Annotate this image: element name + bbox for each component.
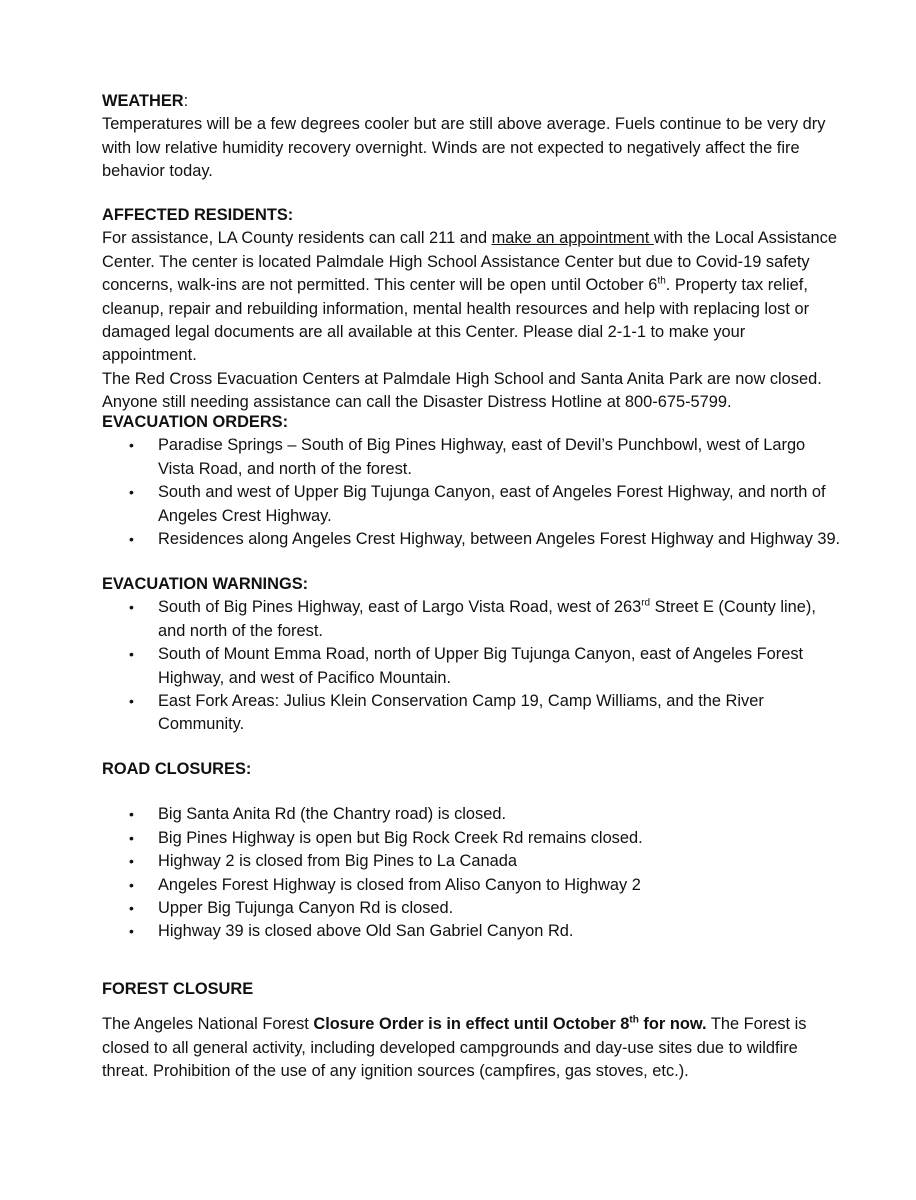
bullet-icon: • [129,437,134,454]
affected-residents-section [102,204,842,415]
ordinal-suffix: th [657,275,666,287]
evacuation-orders-section [102,411,842,551]
list-item [102,874,842,897]
list-item [102,528,842,551]
bullet-icon: • [129,876,134,893]
list-item-text-a: South of Big Pines Highway, east of Largo Vista Road, west of 263 [158,598,642,617]
list-item-text: Angeles Forest Highway is closed from Aliso Canyon to Highway 2 [158,875,641,894]
list-item [102,596,842,643]
affected-residents-text-b: with the Local Assistance Center. The center is located Palmdale High School Assistance Center but due to Covid-19 safety concerns, walk-ins are not permitted. This center will be open until October 6 [102,229,837,295]
bullet-icon: • [129,599,134,616]
bullet-icon: • [129,923,134,940]
list-item-text: South of Mount Emma Road, north of Upper Big Tujunga Canyon, east of Angeles Forest Highway, and west of Pacifico Mountain. [158,645,804,687]
bullet-icon: • [129,806,134,823]
list-item [102,690,842,737]
forest-closure-paragraph [102,1013,842,1083]
bullet-icon: • [129,693,134,710]
bullet-icon: • [129,484,134,501]
list-item-text: Residences along Angeles Crest Highway, between Angeles Forest Highway and Highway 39. [158,530,841,549]
forest-closure-text-a: The Angeles National Forest [102,1015,314,1034]
make-appointment-link[interactable]: make an appointment [491,229,654,248]
list-item-text: Paradise Springs – South of Big Pines Highway, east of Devil’s Punchbowl, west of Largo Vista Road, and north of the forest. [158,436,806,478]
list-item [102,850,842,873]
list-item [102,897,842,920]
list-item-text: Highway 39 is closed above Old San Gabriel Canyon Rd. [158,922,574,941]
list-item [102,643,842,690]
list-item-text: Upper Big Tujunga Canyon Rd is closed. [158,899,454,918]
evacuation-orders-heading: EVACUATION ORDERS: [102,413,289,431]
weather-section [102,90,842,184]
road-closures-section [102,758,842,944]
list-item [102,434,842,481]
affected-residents-paragraph [102,227,842,367]
list-item [102,827,842,850]
evacuation-orders-list [102,434,842,551]
evacuation-warnings-list [102,596,842,736]
affected-residents-heading: AFFECTED RESIDENTS: [102,206,294,224]
forest-closure-text-b: The Forest is closed to all general activity, including developed campgrounds and day-use sites due to wildfire threat. Prohibition of the use of any ignition sources (campfires, gas stoves, etc.). [102,1015,807,1081]
list-item-text: East Fork Areas: Julius Klein Conservation Camp 19, Camp Williams, and the River Community. [158,692,764,734]
list-item-text: Big Santa Anita Rd (the Chantry road) is closed. [158,805,507,824]
weather-heading-text: WEATHER [102,92,184,110]
red-cross-paragraph: The Red Cross Evacuation Centers at Palmdale High School and Santa Anita Park are now closed. Anyone still needing assistance can call the Disaster Distress Hotline at 800-675-5799. [102,369,822,412]
bullet-icon: • [129,900,134,917]
list-item [102,481,842,528]
road-closures-list [102,803,842,943]
list-item-text: South and west of Upper Big Tujunga Canyon, east of Angeles Forest Highway, and north of Angeles Crest Highway. [158,483,826,525]
weather-heading-colon: : [183,92,189,110]
evacuation-warnings-section [102,573,842,737]
weather-heading [102,90,842,113]
list-item-text: Highway 2 is closed from Big Pines to La Canada [158,852,517,871]
bullet-icon: • [129,853,134,870]
ordinal-suffix: th [629,1014,639,1026]
closure-order-bold-tail: for now. [638,1015,707,1034]
list-item-text-b: Street E (County line), and north of the forest. [158,598,816,640]
ordinal-suffix: rd [641,597,651,609]
bullet-icon: • [129,531,134,548]
forest-closure-heading: FOREST CLOSURE [102,980,254,998]
evacuation-warnings-heading: EVACUATION WARNINGS: [102,575,309,593]
list-item [102,803,842,826]
bullet-icon: • [129,646,134,663]
road-closures-heading: ROAD CLOSURES: [102,760,252,778]
bullet-icon: • [129,829,134,846]
list-item-text: Big Pines Highway is open but Big Rock Creek Rd remains closed. [158,828,643,847]
list-item [102,920,842,943]
affected-residents-text-c: . Property tax relief, cleanup, repair and rebuilding information, mental health resources and help with replacing lost or damaged legal documents are all available at this Center. Please dial 2-1-1 to make your appointment. [102,276,810,365]
weather-text: Temperatures will be a few degrees cooler but are still above average. Fuels continue to be very dry with low relative humidity recovery overnight. Winds are not expected to negatively affect the fire behavior today. [102,115,826,181]
closure-order-bold-text: Closure Order is in effect until October 8 [313,1015,630,1034]
affected-residents-text-a: For assistance, LA County residents can call 211 and [102,229,492,248]
forest-closure-section [102,978,842,1084]
